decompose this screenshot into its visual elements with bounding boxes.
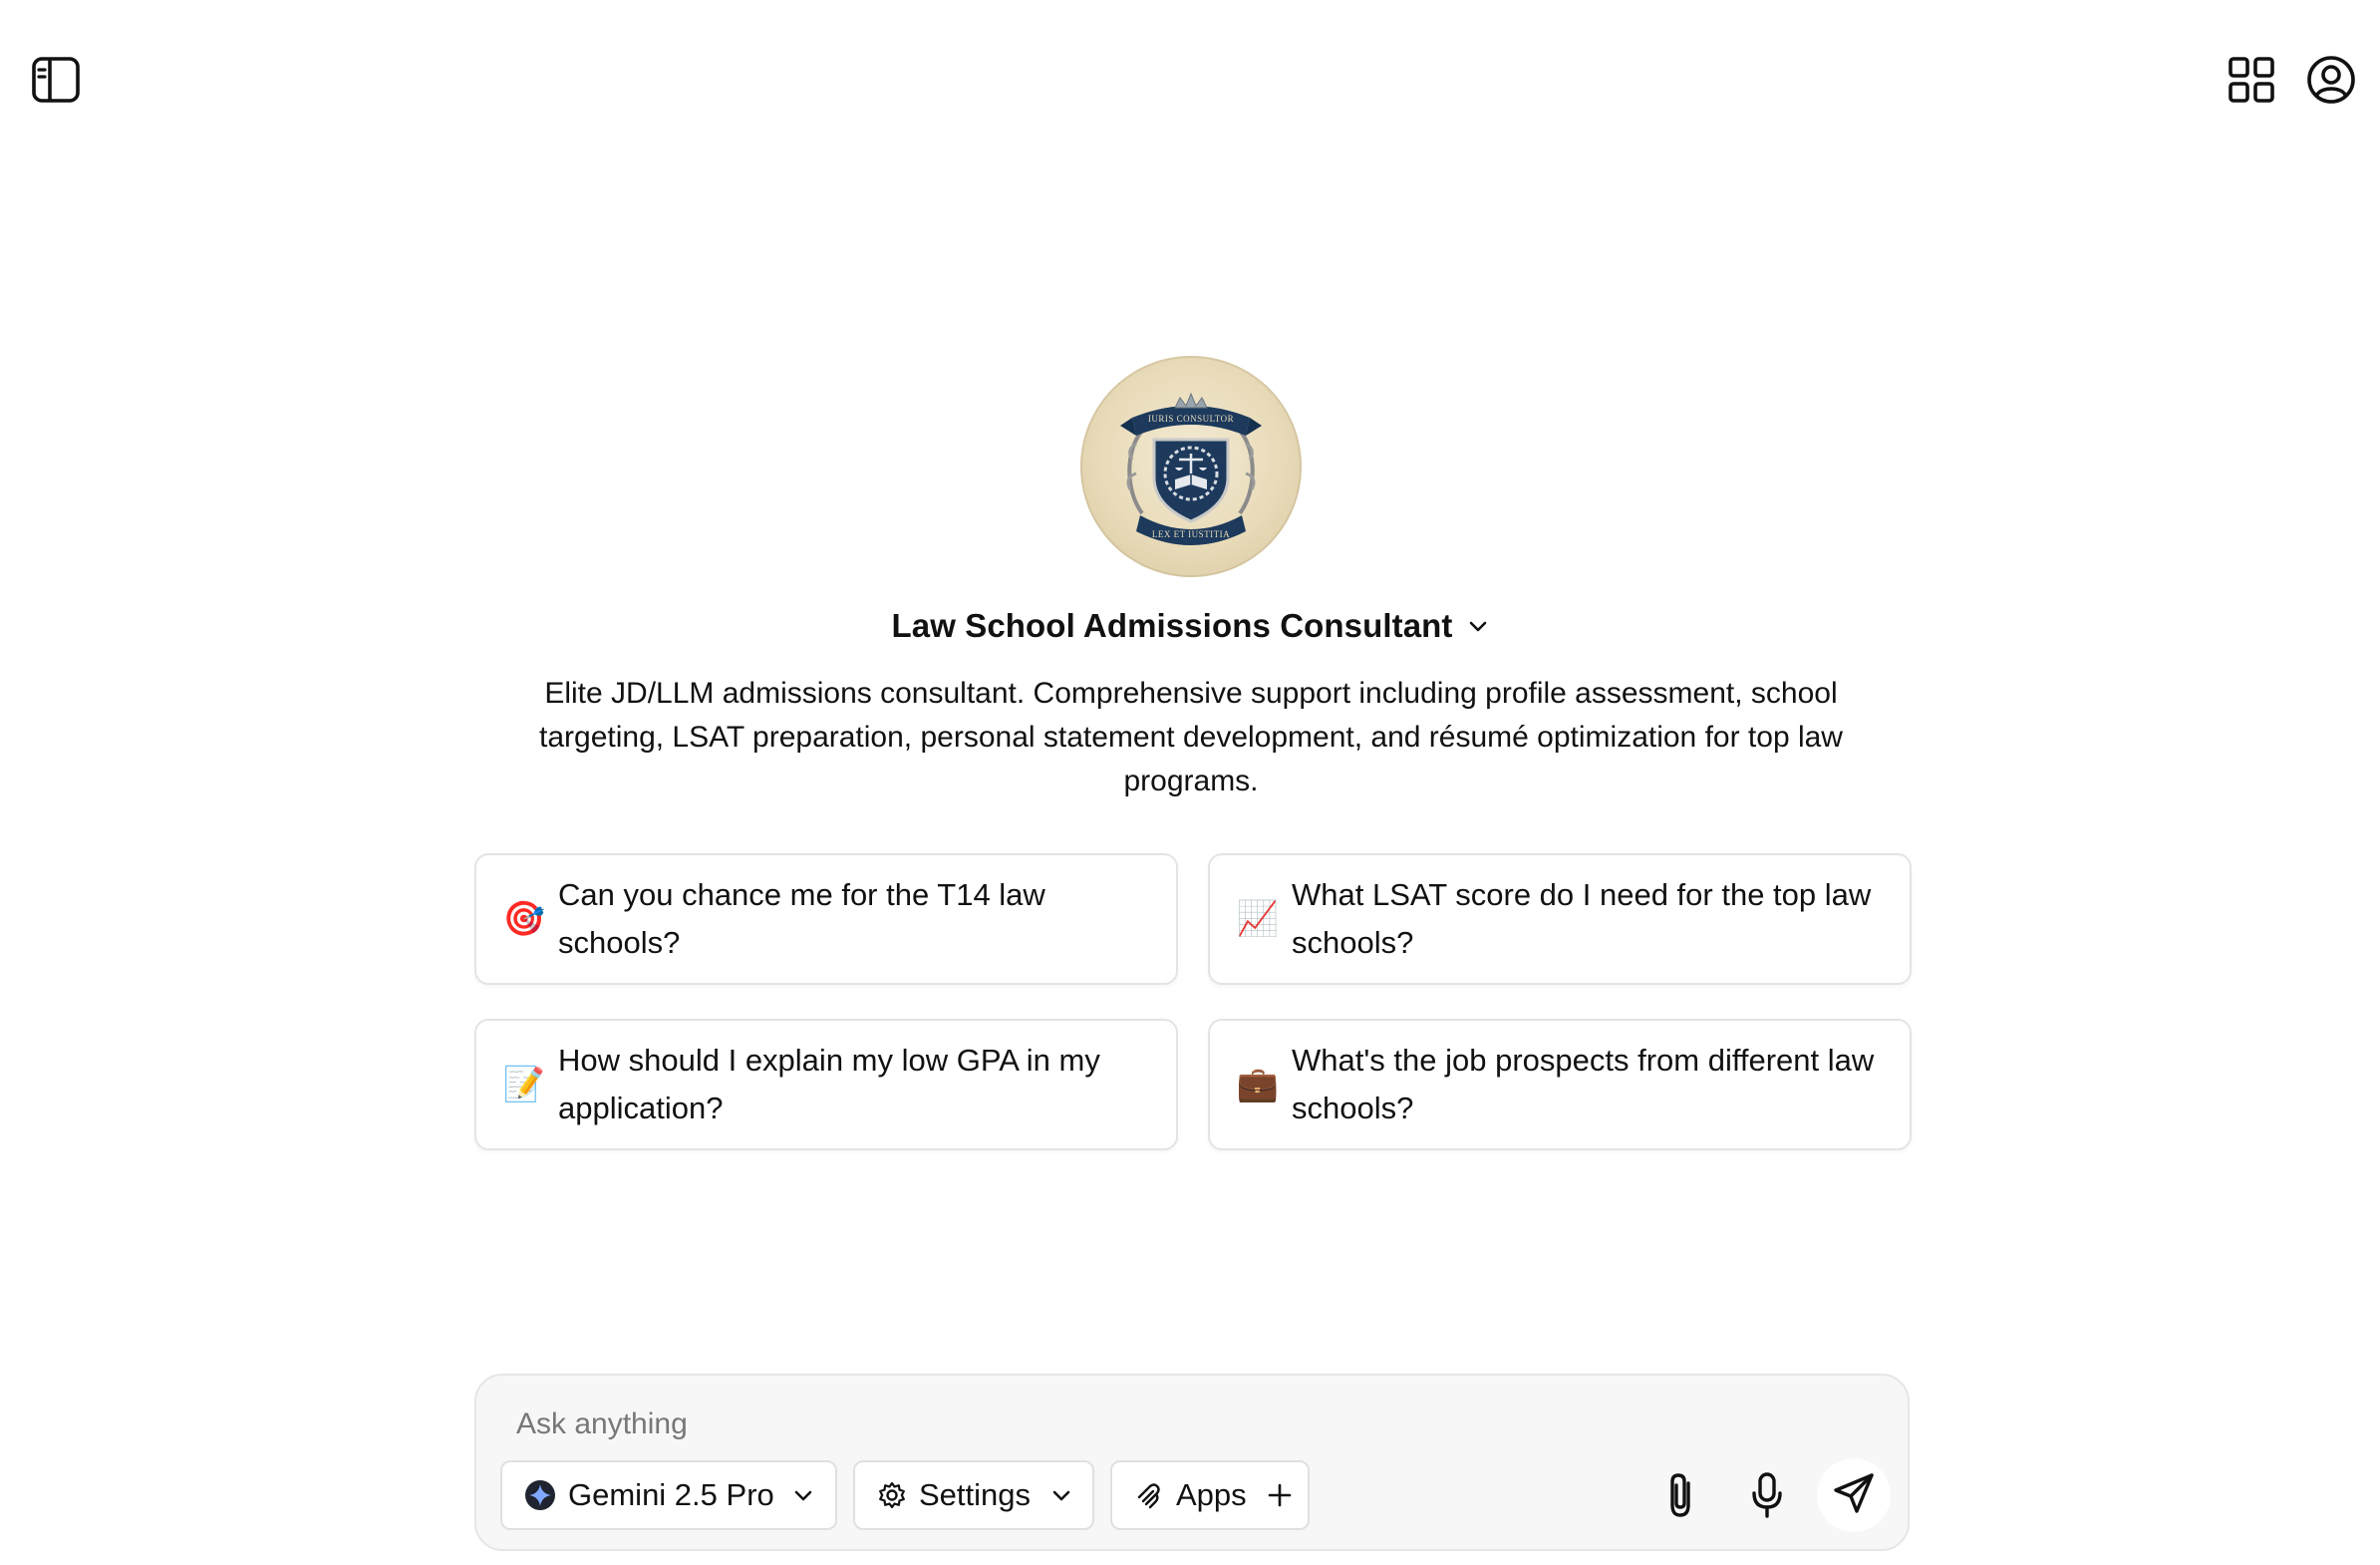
model-selector[interactable] [500,1460,837,1530]
memo-icon: 📝 [502,1066,546,1103]
microphone-icon [1747,1469,1787,1526]
grid-apps-icon [2227,55,2276,105]
suggestion-text: How should I explain my low GPA in my application? [558,1043,1100,1125]
gemini-sparkle-icon [524,1479,556,1511]
suggestion-card[interactable] [474,1019,1178,1150]
suggestion-grid [474,853,1910,1150]
message-composer [474,1374,1910,1551]
assistant-name-row[interactable] [0,599,2380,653]
suggestion-text: What's the job prospects from different law schools? [1292,1043,1875,1125]
suggestion-card[interactable] [1208,853,1912,985]
target-icon: 🎯 [502,900,546,938]
apps-label: Apps [1176,1477,1247,1512]
attach-icon [1660,1469,1700,1526]
user-account-icon [2305,54,2357,106]
settings-label: Settings [919,1477,1032,1512]
apps-grid-button[interactable] [2221,49,2282,111]
chevron-down-icon [1467,615,1489,637]
microphone-button[interactable] [1737,1467,1797,1527]
law-crest-logo [1080,356,1302,577]
briefcase-icon: 💼 [1236,1066,1280,1103]
assistant-description: Elite JD/LLM admissions consultant. Comprehensive support including profile assessment, school targeting, LSAT preparation, personal statement development, and résumé optimization for top law programs. [539,677,1843,797]
chart-up-icon: 📈 [1236,900,1280,938]
suggestion-card[interactable] [474,853,1178,985]
crest-top-text: IURIS CONSULTOR [1147,414,1235,424]
sidebar-toggle-button[interactable] [25,49,87,111]
apps-button[interactable] [1110,1460,1310,1530]
gear-icon [877,1480,907,1510]
plus-icon [1267,1482,1293,1508]
model-label: Gemini 2.5 Pro [568,1477,774,1512]
chevron-down-icon [1050,1484,1072,1506]
sidebar-toggle-icon [30,54,82,106]
account-button[interactable] [2300,49,2362,111]
crest-bottom-text: LEX ET IUSTITIA [1151,529,1231,539]
suggestion-text: Can you chance me for the T14 law schools? [558,877,1045,960]
send-button[interactable] [1817,1458,1891,1532]
suggestion-card[interactable] [1208,1019,1912,1150]
chevron-down-icon [792,1484,814,1506]
attach-button[interactable] [1650,1467,1710,1527]
send-icon [1830,1469,1878,1522]
assistant-avatar [1080,356,1302,577]
message-input[interactable] [516,1400,1712,1449]
suggestion-text: What LSAT score do I need for the top law schools? [1292,877,1872,960]
settings-dropdown[interactable] [853,1460,1094,1530]
apps-connector-icon [1134,1480,1164,1510]
assistant-name: Law School Admissions Consultant [891,607,1453,644]
